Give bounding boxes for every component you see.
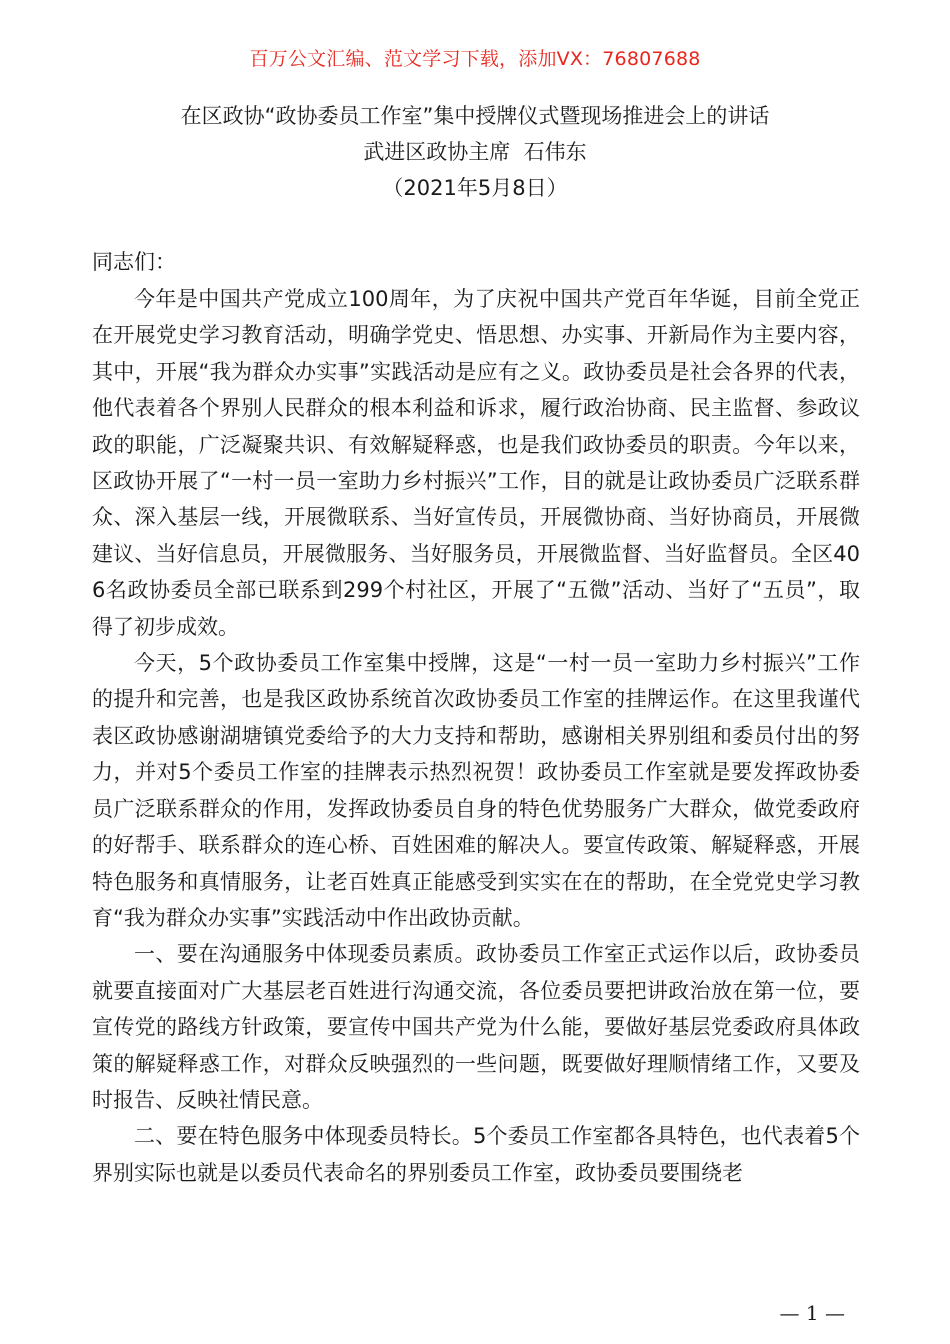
- document-header: [0, 98, 950, 206]
- document-title: 在区政协“政协委员工作室”集中授牌仪式暨现场推进会上的讲话: [180, 104, 770, 128]
- document-author: 武进区政协主席 石伟东: [363, 140, 587, 164]
- body-paragraph: 今年是中国共产党成立100周年，为了庆祝中国共产党百年华诞，目前全党正在开展党史学习教育活动，明确学党史、悟思想、办实事、开新局作为主要内容，其中，开展“我为群众办实事”实践活动是应有之义。政协委员是社会各界的代表，他代表着各个界别人民群众的根本利益和诉求，履行政治协商、民主监督、参政议政的职能，广泛凝聚共识、有效解疑释惑，也是我们政协委员的职责。今年以来，区政协开展了“一村一员一室助力乡村振兴”工作，目的就是让政协委员广泛联系群众、深入基层一线，开展微联系、当好宣传员，开展微协商、当好协商员，开展微建议、当好信息员，开展微服务、当好服务员，开展微监督、当好监督员。全区406名政协委员全部已联系到299个村社区，开展了“五微”活动、当好了“五员”，取得了初步成效。: [92, 287, 860, 639]
- salutation: 同志们：: [92, 250, 176, 274]
- watermark-text: 百万公文汇编、范文学习下载，添加VX：76807688: [249, 48, 701, 70]
- document-date: （2021年5月8日）: [382, 176, 568, 200]
- page-number: — 1 —: [779, 1301, 845, 1325]
- body-paragraph: 今天，5个政协委员工作室集中授牌，这是“一村一员一室助力乡村振兴”工作的提升和完善，也是我区政协系统首次政协委员工作室的挂牌运作。在这里我谨代表区政协感谢湖塘镇党委给予的大力支持和帮助，感谢相关界别组和委员付出的努力，并对5个委员工作室的挂牌表示热烈祝贺！政协委员工作室就是要发挥政协委员广泛联系群众的作用，发挥政协委员自身的特色优势服务广大群众，做党委政府的好帮手、联系群众的连心桥、百姓困难的解决人。要宣传政策、解疑释惑，开展特色服务和真情服务，让老百姓真正能感受到实实在在的帮助，在全党党史学习教育“我为群众办实事”实践活动中作出政协贡献。: [92, 651, 860, 930]
- document-body: [92, 281, 860, 1191]
- body-paragraph: 二、要在特色服务中体现委员特长。5个委员工作室都各具特色，也代表着5个界别实际也就是以委员代表命名的界别委员工作室，政协委员要围绕老: [92, 1124, 860, 1185]
- body-paragraph: 一、要在沟通服务中体现委员素质。政协委员工作室正式运作以后，政协委员就要直接面对广大基层老百姓进行沟通交流，各位委员要把讲政治放在第一位，要宣传党的路线方针政策，要宣传中国共产党为什么能，要做好基层党委政府具体政策的解疑释惑工作，对群众反映强烈的一些问题，既要做好理顺情绪工作，又要及时报告、反映社情民意。: [92, 942, 860, 1112]
